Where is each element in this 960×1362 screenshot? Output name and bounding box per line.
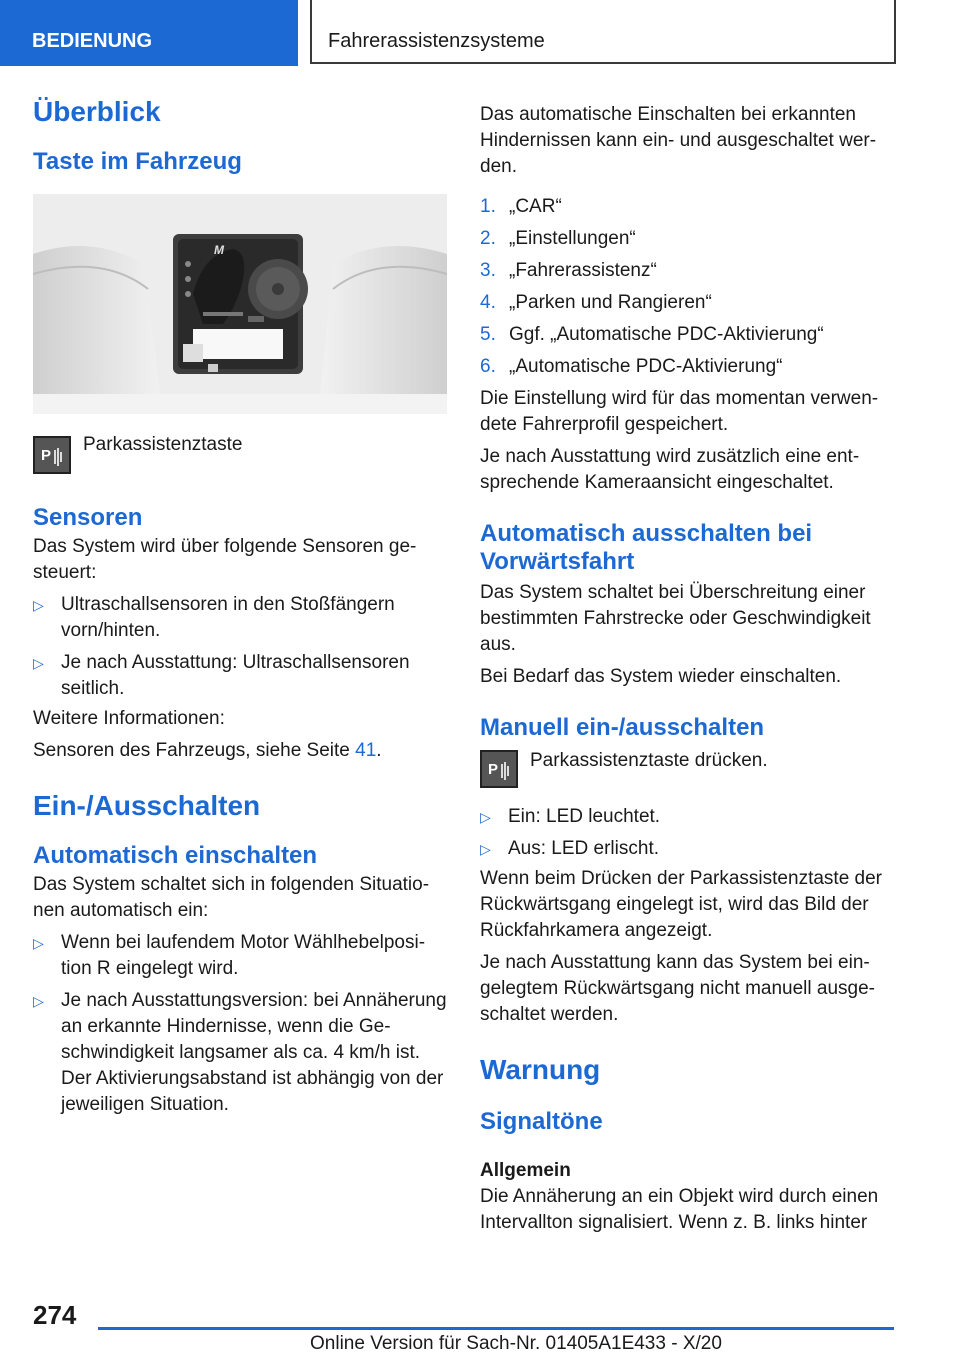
manual-list (480, 804, 890, 862)
triangle-right-icon: ▷ (33, 993, 44, 1009)
page-number: 274 (33, 1300, 77, 1330)
list-item: 2. „Einstellungen“ (480, 228, 636, 249)
auto-on-intro: Das System schaltet sich in folgenden Situationen automatisch ein: (33, 874, 430, 921)
section-tab: BEDIENUNG (0, 0, 298, 66)
triangle-right-icon: ▷ (480, 809, 491, 825)
heading-auto-off: Automatisch ausschalten bei Vorwärtsfahrt (480, 520, 813, 575)
triangle-right-icon: ▷ (33, 935, 44, 951)
heading-on-off: Ein-/Ausschalten (33, 790, 261, 821)
auto-off-text: Das System schaltet bei Überschreitung einer bestimmten Fahrstrecke oder Geschwindigkeit aus. (480, 582, 871, 655)
sensor-reference: Sensoren des Fahrzeugs, siehe Seite 41. (33, 740, 382, 761)
list-item: 6. „Automatische PDC-Aktivierung“ (480, 356, 783, 377)
heading-overview: Überblick (33, 96, 161, 127)
list-item: ▷ Je nach Ausstattung: Ultraschallsensoren seitlich. (33, 652, 410, 699)
list-item: ▷ Ein: LED leuchtet. (480, 804, 890, 830)
svg-text:P: P (41, 447, 52, 464)
triangle-right-icon: ▷ (33, 597, 44, 613)
button-caption: Parkassistenztaste (83, 434, 243, 455)
footer-divider (98, 1327, 894, 1330)
list-item: ▷ Je nach Ausstattungsversion: bei Annäherung an erkannte Hindernisse, wenn die Geschwindigkeit langsamer als ca. 4 km/h ist. Der Aktivierungsabstand ist abhängig von der jeweiligen Situation. (33, 990, 447, 1115)
list-item: 4. „Parken und Rangieren“ (480, 292, 712, 313)
list-item: 5. Ggf. „Automatische PDC-Aktivierung“ (480, 324, 824, 345)
list-item: 3. „Fahrerassistenz“ (480, 260, 657, 281)
heading-warning: Warnung (480, 1054, 601, 1085)
sensors-intro: Das System wird über folgende Sensoren gesteuert: (33, 536, 417, 583)
auto-on-setting-intro: Das automatische Einschalten bei erkannten Hindernissen kann ein- und ausgeschaltet werden. (480, 104, 877, 177)
gear-selector-illustration (33, 194, 447, 414)
triangle-right-icon: ▷ (480, 841, 491, 857)
online-version-note: Online Version für Sach-Nr. 01405A1E433 - X/20 (310, 1333, 722, 1354)
triangle-right-icon: ▷ (33, 655, 44, 671)
more-info-label: Weitere Informationen: (33, 708, 225, 729)
heading-sensors: Sensoren (33, 504, 143, 531)
reverse-note: Je nach Ausstattung kann das System bei eingelegtem Rückwärtsgang nicht manuell ausgeschaltet werden. (480, 952, 875, 1025)
svg-text:P: P (488, 761, 499, 778)
park-assist-button-icon (33, 436, 71, 474)
settings-steps (480, 194, 890, 380)
auto-on-list (33, 930, 447, 1118)
list-item: ▷ Ultraschallsensoren in den Stoßfängern vorn/hinten. (33, 594, 395, 641)
list-item: ▷ Wenn bei laufendem Motor Wählhebelposition R eingelegt wird. (33, 932, 426, 979)
chapter-title: Fahrerassistenzsysteme (310, 0, 896, 64)
heading-signals: Signaltöne (480, 1108, 603, 1135)
button-caption-row (33, 436, 447, 474)
list-item: 1. „CAR“ (480, 196, 562, 217)
general-text: Die Annäherung an ein Objekt wird durch einen Intervallton signalisiert. Wenn z. B. links hinter (480, 1186, 879, 1233)
svg-text:M: M (214, 243, 224, 257)
gear-selector-photo (33, 194, 447, 414)
reverse-text: Wenn beim Drücken der Parkassistenztaste der Rückwärtsgang eingelegt ist, wird das Bild der Rückfahrkamera angezeigt. (480, 868, 882, 941)
sensor-list (33, 592, 447, 702)
camera-note: Je nach Ausstattung wird zusätzlich eine entsprechende Kameraansicht eingeschaltet. (480, 446, 860, 493)
page-link[interactable]: 41 (355, 740, 377, 761)
left-column (33, 96, 447, 1118)
manual-text: Parkassistenztaste drücken. (530, 750, 768, 771)
heading-manual: Manuell ein-/ausschalten (480, 714, 765, 741)
heading-general: Allgemein (480, 1160, 571, 1181)
reactivate-note: Bei Bedarf das System wieder einschalten. (480, 666, 842, 687)
park-assist-button-icon (480, 750, 518, 788)
manual-row (480, 750, 890, 788)
profile-note: Die Einstellung wird für das momentan verwendete Fahrerprofil gespeichert. (480, 388, 879, 435)
heading-auto-on: Automatisch einschalten (33, 842, 318, 869)
right-column (480, 102, 890, 1236)
list-item: ▷ Aus: LED erlischt. (480, 836, 890, 862)
heading-button-in-vehicle: Taste im Fahrzeug (33, 148, 242, 175)
page-header (0, 0, 960, 68)
